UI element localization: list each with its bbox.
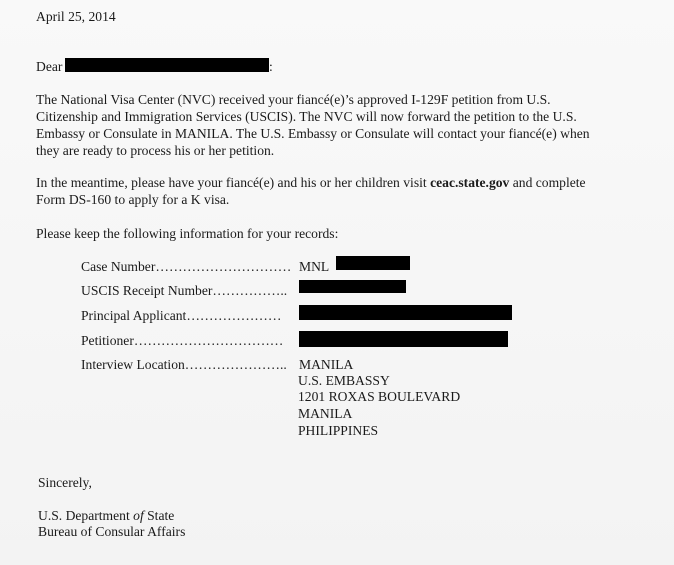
- interview-address-line: PHILIPPINES: [298, 423, 379, 438]
- paragraph-ds160: [36, 174, 656, 208]
- paragraph-line: Form DS-160 to apply for a K visa.: [36, 192, 230, 207]
- salutation-colon: :: [269, 59, 273, 74]
- record-label: Interview Location…………………..: [81, 357, 287, 372]
- record-value: MANILA: [299, 357, 354, 372]
- paragraph-line: Citizenship and Immigration Services (USCIS). The NVC will now forward the petition to the U.S.: [36, 109, 577, 124]
- redacted-recipient-name: [65, 58, 269, 72]
- salutation-text: Dear: [36, 59, 63, 74]
- records-intro: Please keep the following information for your records:: [36, 226, 339, 241]
- signature-department: [38, 507, 174, 524]
- redacted-principal-applicant: [299, 305, 512, 320]
- paragraph-line: Embassy or Consulate in MANILA. The U.S. Embassy or Consulate will contact your fiancé(e) when: [36, 126, 590, 141]
- interview-address-line: U.S. EMBASSY: [298, 373, 390, 388]
- record-uscis-receipt-number: [81, 282, 299, 303]
- record-label: Principal Applicant…………………: [81, 308, 282, 323]
- record-case-number: [81, 258, 329, 279]
- letter-date: April 25, 2014: [36, 9, 116, 24]
- signature-text-italic: of: [133, 508, 144, 523]
- record-label: Case Number…………………………: [81, 259, 292, 274]
- paragraph-line: [36, 174, 656, 191]
- closing: Sincerely,: [38, 475, 92, 490]
- record-petitioner: [81, 332, 299, 353]
- signature-text: U.S. Department: [38, 508, 134, 523]
- interview-address-line: 1201 ROXAS BOULEVARD: [298, 389, 461, 404]
- signature-bureau: Bureau of Consular Affairs: [38, 524, 186, 539]
- paragraph-line: The National Visa Center (NVC) received your fiancé(e)’s approved I-129F petition from U.S.: [36, 92, 551, 107]
- paragraph-line: they are ready to process his or her petition.: [36, 143, 275, 158]
- salutation: [36, 58, 62, 75]
- paragraph-nvc-received: [36, 91, 656, 159]
- paragraph-text: and complete: [509, 175, 586, 190]
- record-label: Petitioner……………………………: [81, 333, 284, 348]
- ceac-website-link[interactable]: ceac.state.gov: [430, 175, 510, 190]
- interview-address-line: MANILA: [298, 406, 353, 421]
- paragraph-text: In the meantime, please have your fiancé(e) and his or her children visit: [36, 175, 431, 190]
- record-value: MNL: [299, 259, 330, 274]
- signature-text: State: [143, 508, 175, 523]
- record-principal-applicant: [81, 307, 299, 328]
- redacted-case-number: [336, 256, 410, 270]
- redacted-petitioner: [299, 331, 508, 347]
- redacted-receipt-number: [299, 280, 406, 293]
- record-label: USCIS Receipt Number……………..: [81, 283, 288, 298]
